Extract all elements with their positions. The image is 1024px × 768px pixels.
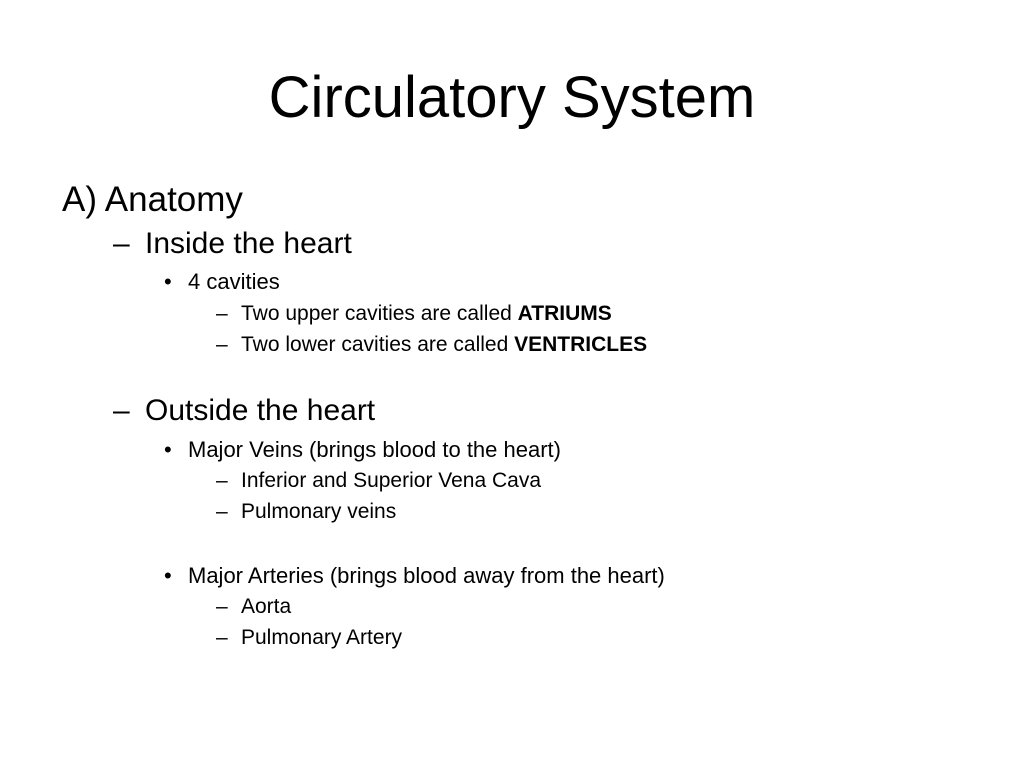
dash-marker: – (216, 595, 228, 618)
dash-marker: – (216, 302, 228, 325)
section-heading (62, 180, 243, 220)
ventricles-text: Two lower cavities are called (241, 333, 515, 356)
ventricles-term: VENTRICLES (514, 333, 648, 356)
ventricles-item (216, 332, 647, 358)
inside-heart-heading (113, 226, 352, 262)
aorta-text: Aorta (241, 595, 292, 618)
cavities-text: 4 cavities (188, 269, 280, 294)
arteries-bullet (164, 562, 665, 590)
dash-marker: – (216, 469, 228, 492)
vena-cava-item (216, 468, 541, 494)
pulmonary-veins-item (216, 499, 396, 525)
veins-text: Major Veins (brings blood to the heart) (188, 437, 561, 462)
dash-marker: – (216, 626, 228, 649)
vena-cava-text: Inferior and Superior Vena Cava (241, 469, 542, 492)
outside-heart-text: Outside the heart (145, 394, 376, 427)
slide-title: Circulatory System (268, 65, 756, 130)
dash-marker: – (216, 500, 228, 523)
cavities-bullet (164, 268, 280, 296)
veins-bullet (164, 436, 561, 464)
atriums-term: ATRIUMS (517, 302, 612, 325)
bullet-marker: • (164, 563, 172, 588)
atriums-item (216, 301, 612, 327)
bullet-marker: • (164, 437, 172, 462)
inside-heart-text: Inside the heart (145, 227, 352, 260)
aorta-item (216, 594, 291, 620)
dash-marker: – (113, 394, 130, 427)
atriums-text: Two upper cavities are called (241, 302, 518, 325)
pulmonary-veins-text: Pulmonary veins (241, 500, 397, 523)
pulmonary-artery-text: Pulmonary Artery (241, 626, 403, 649)
bullet-marker: • (164, 269, 172, 294)
section-heading-text: A) Anatomy (62, 180, 243, 219)
arteries-text: Major Arteries (brings blood away from the heart) (188, 563, 665, 588)
dash-marker: – (113, 227, 130, 260)
dash-marker: – (216, 333, 228, 356)
outside-heart-heading (113, 393, 375, 429)
pulmonary-artery-item (216, 625, 402, 651)
